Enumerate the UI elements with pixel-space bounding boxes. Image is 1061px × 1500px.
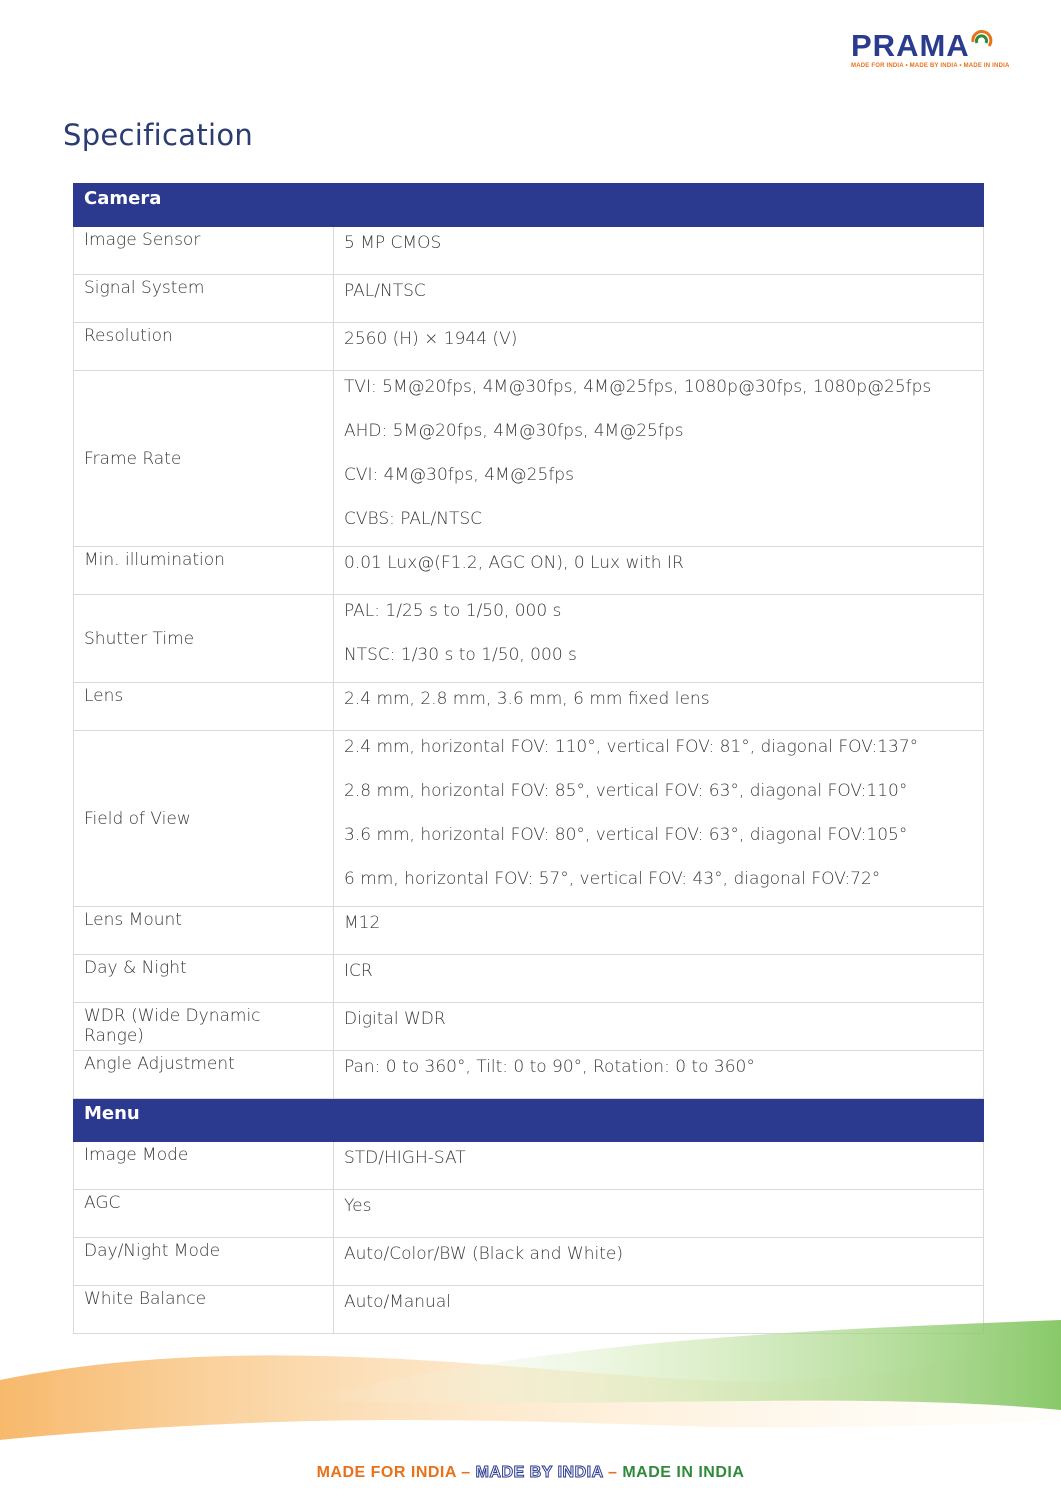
spec-value: 5 MP CMOS: [344, 233, 442, 253]
spec-label: Frame Rate: [74, 371, 334, 547]
spec-value: Digital WDR: [344, 1009, 446, 1029]
spec-table: [73, 183, 984, 1334]
spec-label: Lens: [74, 683, 334, 731]
spec-label: Angle Adjustment: [74, 1051, 334, 1099]
spec-value-cell: [334, 1238, 984, 1286]
spec-value-cell: [334, 907, 984, 955]
spec-label: Image Sensor: [74, 227, 334, 275]
spec-value: NTSC: 1/30 s to 1/50, 000 s: [344, 645, 577, 665]
spec-label: Lens Mount: [74, 907, 334, 955]
spec-label: Signal System: [74, 275, 334, 323]
spec-label: Resolution: [74, 323, 334, 371]
spec-label: WDR (Wide Dynamic Range): [74, 1003, 334, 1051]
brand-name: PRAMA: [851, 28, 970, 63]
spec-row: [74, 227, 984, 275]
spec-value-cell: [334, 683, 984, 731]
spec-label: White Balance: [74, 1286, 334, 1334]
spec-row: [74, 731, 984, 907]
spec-label: Min. illumination: [74, 547, 334, 595]
spec-value-cell: [334, 1003, 984, 1051]
spec-row: [74, 371, 984, 547]
spec-value-cell: [334, 371, 984, 547]
spec-value: 2.4 mm, 2.8 mm, 3.6 mm, 6 mm fixed lens: [344, 689, 710, 709]
spec-value-cell: [334, 275, 984, 323]
spec-row: [74, 1142, 984, 1190]
spec-value-cell: [334, 731, 984, 907]
spec-value: Yes: [344, 1196, 372, 1216]
brand-logo: [851, 30, 1031, 69]
spec-value: Pan: 0 to 360°, Tilt: 0 to 90°, Rotation: 0 to 360°: [344, 1057, 755, 1077]
spec-value-cell: [334, 227, 984, 275]
footer-made-for-india: MADE FOR INDIA: [316, 1464, 457, 1481]
spec-row: [74, 275, 984, 323]
spec-value-cell: [334, 323, 984, 371]
spec-value-cell: [334, 595, 984, 683]
spec-row: [74, 1003, 984, 1051]
spec-value: 0.01 Lux@(F1.2, AGC ON), 0 Lux with IR: [344, 553, 684, 573]
spec-row: [74, 683, 984, 731]
spec-row: [74, 595, 984, 683]
spec-value: Auto/Color/BW (Black and White): [344, 1244, 623, 1264]
spec-value: CVBS: PAL/NTSC: [344, 509, 483, 529]
section-header-row: [74, 184, 984, 227]
spec-value: ICR: [344, 961, 373, 981]
spec-value: 2560 (H) × 1944 (V): [344, 329, 518, 349]
section-header-row: [74, 1099, 984, 1142]
spec-row: [74, 907, 984, 955]
spec-value: PAL: 1/25 s to 1/50, 000 s: [344, 601, 562, 621]
spec-value-cell: [334, 1190, 984, 1238]
spec-value-cell: [334, 1142, 984, 1190]
brand-tagline: MADE FOR INDIA • MADE BY INDIA • MADE IN INDIA: [851, 63, 1010, 69]
spec-row: [74, 547, 984, 595]
spec-value: 2.4 mm, horizontal FOV: 110°, vertical FOV: 81°, diagonal FOV:137°: [344, 737, 919, 757]
spec-label: Shutter Time: [74, 595, 334, 683]
spec-value-cell: [334, 547, 984, 595]
spec-label: AGC: [74, 1190, 334, 1238]
spec-table-body: [74, 184, 984, 1334]
spec-value: STD/HIGH-SAT: [344, 1148, 466, 1168]
spec-value: 2.8 mm, horizontal FOV: 85°, vertical FOV: 63°, diagonal FOV:110°: [344, 781, 908, 801]
spec-label: Day & Night: [74, 955, 334, 1003]
spec-value: PAL/NTSC: [344, 281, 426, 301]
logo-swirl-icon: [969, 28, 995, 52]
spec-value-cell: [334, 955, 984, 1003]
spec-value: Auto/Manual: [344, 1292, 451, 1312]
spec-value: CVI: 4M@30fps, 4M@25fps: [344, 465, 574, 485]
spec-value-cell: [334, 1051, 984, 1099]
section-header: [74, 1099, 984, 1142]
footer-separator: –: [456, 1464, 476, 1481]
spec-row: [74, 323, 984, 371]
section-heading: Camera: [84, 187, 162, 209]
page-title: Specification: [63, 118, 254, 152]
section-heading: Menu: [84, 1102, 140, 1124]
spec-label: Day/Night Mode: [74, 1238, 334, 1286]
spec-value: TVI: 5M@20fps, 4M@30fps, 4M@25fps, 1080p@30fps, 1080p@25fps: [344, 377, 932, 397]
spec-value: 3.6 mm, horizontal FOV: 80°, vertical FOV: 63°, diagonal FOV:105°: [344, 825, 908, 845]
spec-row: [74, 1238, 984, 1286]
spec-label: Image Mode: [74, 1142, 334, 1190]
footer-separator: –: [603, 1464, 623, 1481]
spec-value: M12: [344, 913, 381, 933]
footer-made-in-india: MADE IN INDIA: [622, 1464, 745, 1481]
spec-row: [74, 955, 984, 1003]
spec-label: Field of View: [74, 731, 334, 907]
section-header: [74, 184, 984, 227]
spec-row: [74, 1190, 984, 1238]
spec-value: 6 mm, horizontal FOV: 57°, vertical FOV: 43°, diagonal FOV:72°: [344, 869, 881, 889]
spec-value: AHD: 5M@20fps, 4M@30fps, 4M@25fps: [344, 421, 684, 441]
footer-slogan: [0, 1464, 1061, 1482]
spec-row: [74, 1051, 984, 1099]
footer-made-by-india: MADE BY INDIA: [475, 1464, 604, 1481]
